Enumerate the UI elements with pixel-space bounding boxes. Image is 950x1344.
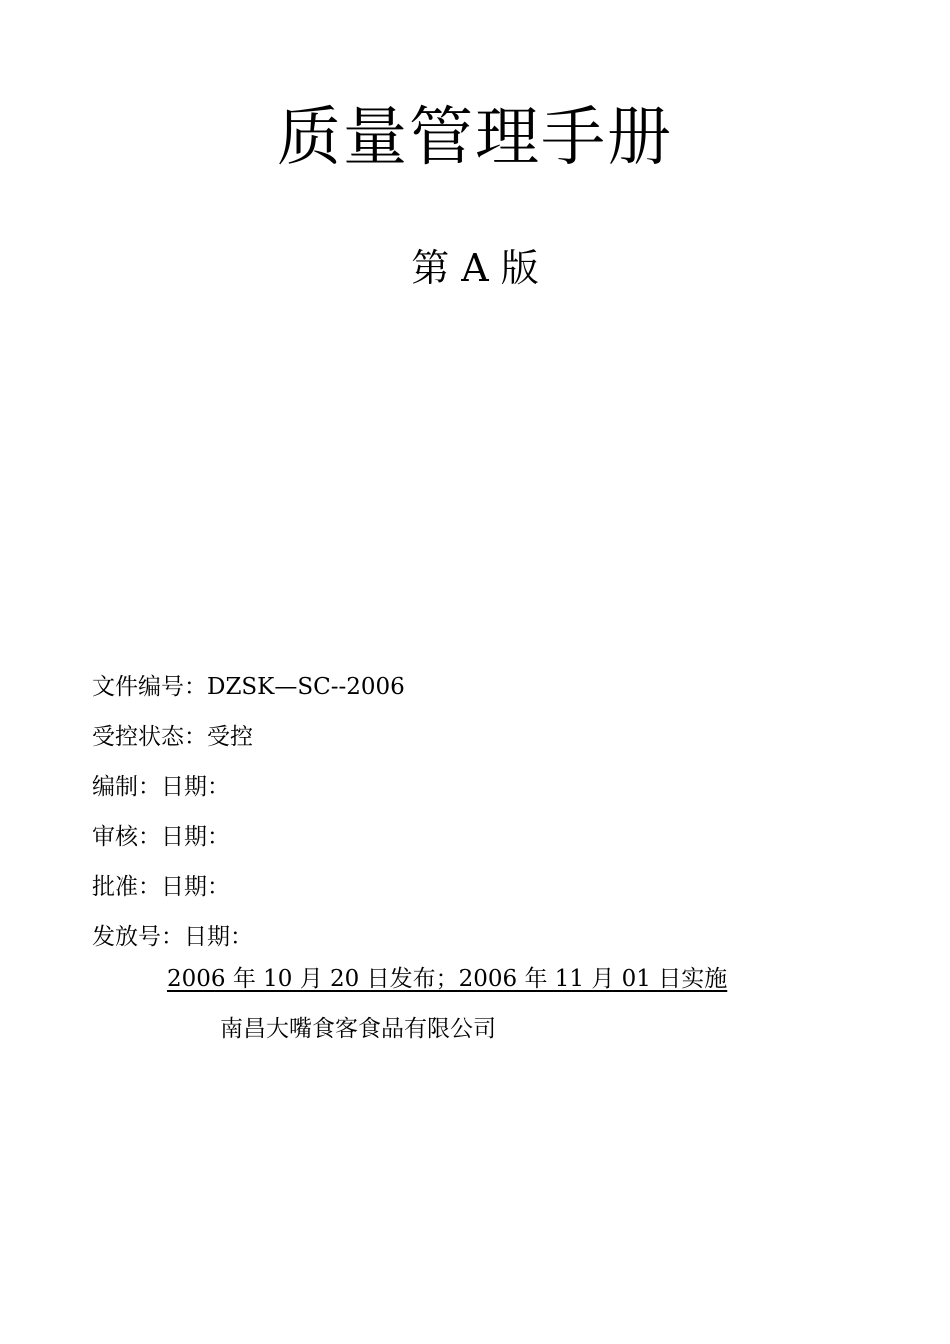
document-title: 质量管理手册 (277, 101, 673, 175)
company-name: 南昌大嘴食客食品有限公司 (220, 1016, 496, 1042)
prepared-by-line: 编制：日期： (92, 774, 230, 800)
approved-by-line: 批准：日期： (92, 874, 230, 900)
release-date-line: 2006 年 10 月 20 日发布；2006 年 11 月 01 日实施 (167, 966, 728, 992)
distribution-number-line: 发放号：日期： (92, 924, 253, 950)
reviewed-by-line: 审核：日期： (92, 824, 230, 850)
file-number-line: 文件编号：DZSK—SC--2006 (92, 674, 405, 700)
document-info-block (92, 662, 872, 962)
document-edition: 第 A 版 (411, 246, 539, 290)
control-status-line: 受控状态：受控 (92, 724, 253, 750)
